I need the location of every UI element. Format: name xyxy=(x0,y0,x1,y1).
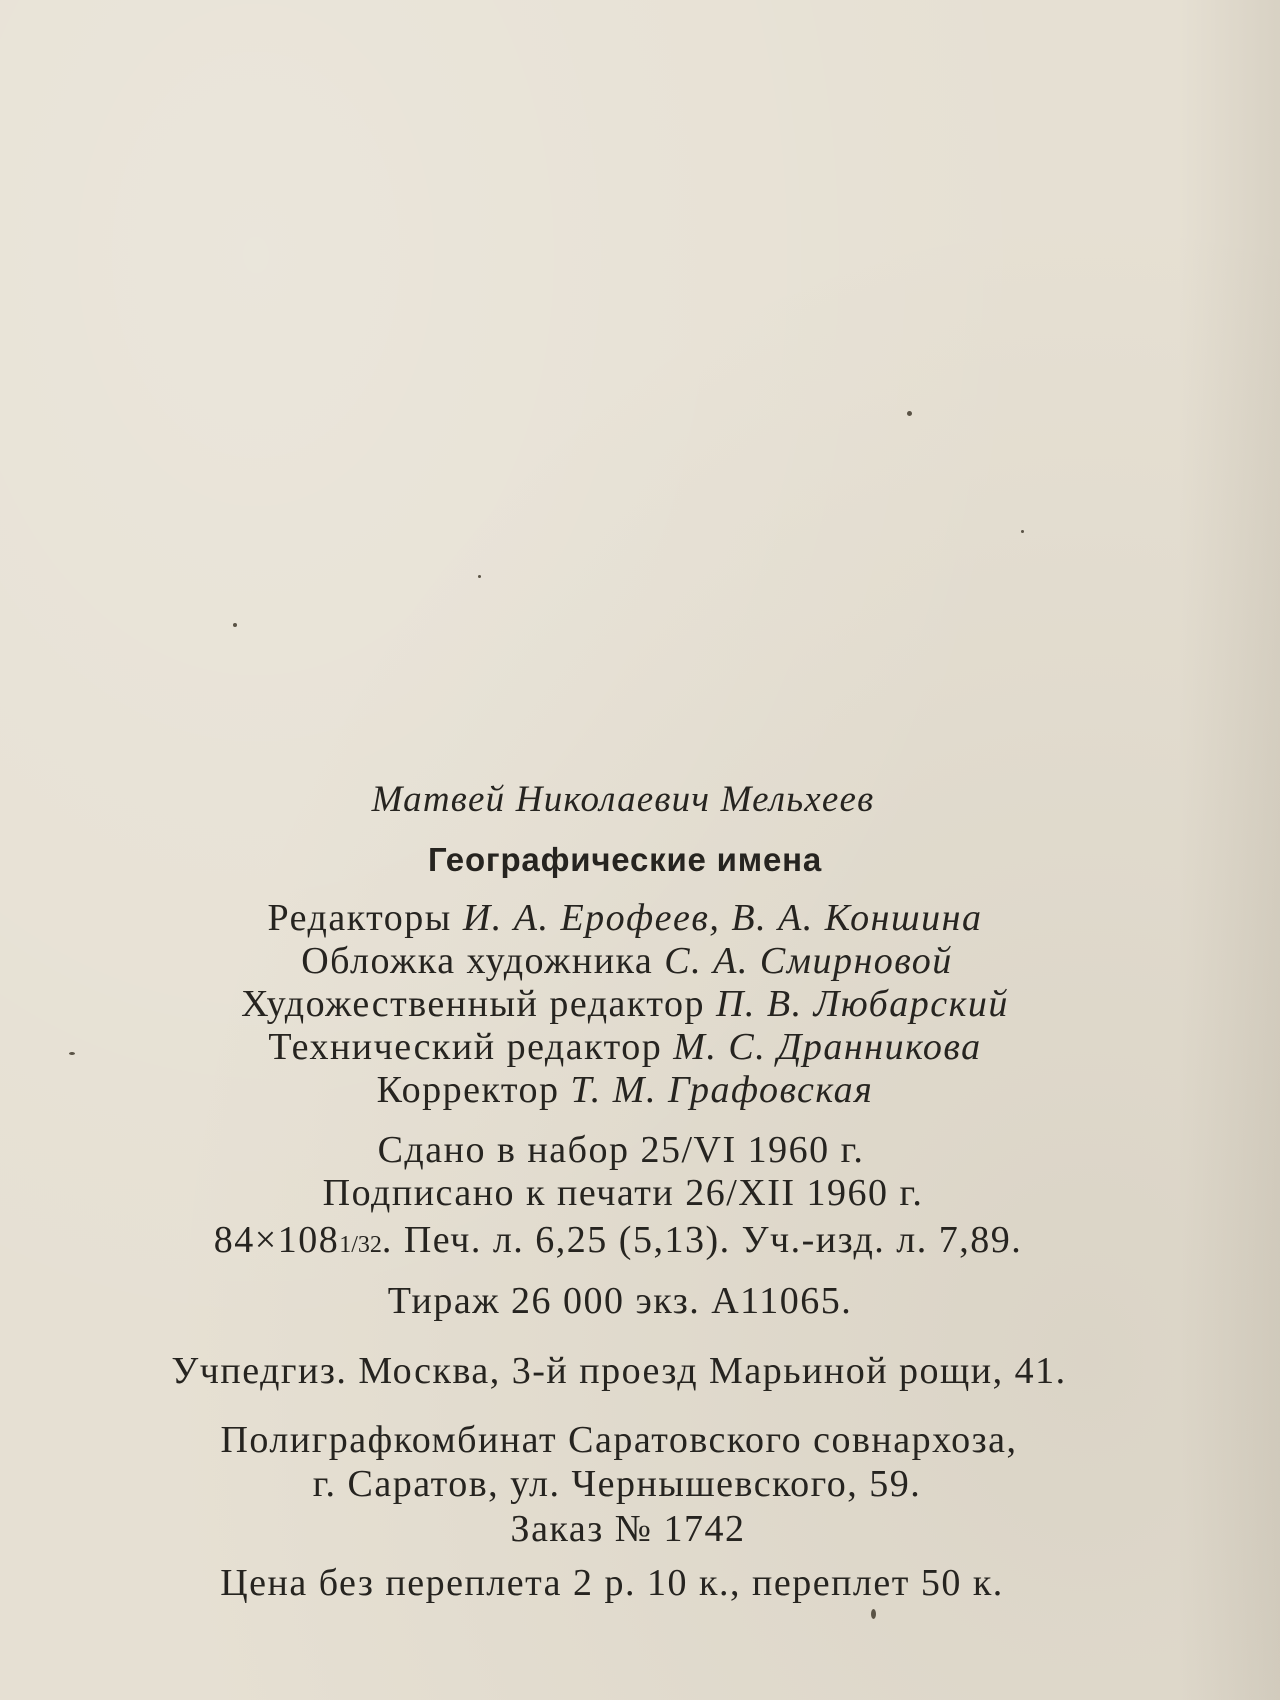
order-number: Заказ № 1742 xyxy=(510,1508,746,1550)
credit-role: Художественный редактор xyxy=(241,983,705,1025)
format-fraction: 1/32 xyxy=(339,1232,382,1258)
credit-technical-editor xyxy=(268,1025,981,1069)
credit-cover-artist xyxy=(301,939,953,983)
book-author: Матвей Николаевич Мельхеев xyxy=(371,779,875,820)
printer-name: Полиграфкомбинат Саратовского совнархоза, xyxy=(220,1419,1018,1461)
credit-name: С. А. Смирновой xyxy=(664,940,953,982)
credit-name: М. С. Дранникова xyxy=(673,1026,982,1068)
book-title: Географические имена xyxy=(427,841,823,878)
signed-date: Подписано к печати 26/XII 1960 г. xyxy=(322,1172,924,1214)
submitted-date: Сдано в набор 25/VI 1960 г. xyxy=(377,1129,865,1171)
format-size: 84×108 xyxy=(213,1219,340,1261)
credit-proofreader xyxy=(377,1068,874,1112)
printer-address: г. Саратов, ул. Чернышевского, 59. xyxy=(312,1463,922,1505)
print-format xyxy=(214,1218,1022,1262)
credit-name: И. А. Ерофеев, В. А. Коншина xyxy=(462,897,983,939)
format-sheets: . Печ. л. 6,25 (5,13). Уч.-изд. л. 7,89. xyxy=(381,1219,1023,1261)
credit-role: Редакторы xyxy=(267,897,452,939)
print-run: Тираж 26 000 экз. А11065. xyxy=(387,1280,853,1322)
publisher-address: Учпедгиз. Москва, 3-й проезд Марьиной рощи, 41. xyxy=(171,1350,1067,1392)
credit-role: Обложка художника xyxy=(301,940,654,982)
credit-role: Корректор xyxy=(376,1069,560,1111)
price: Цена без переплета 2 р. 10 к., переплет 50 к. xyxy=(220,1562,1004,1604)
credit-name: П. В. Любарский xyxy=(715,983,1009,1025)
credit-name: Т. М. Графовская xyxy=(570,1069,874,1111)
credit-art-editor xyxy=(241,982,1009,1026)
credit-role: Технический редактор xyxy=(268,1026,663,1068)
credit-editors xyxy=(268,896,983,940)
